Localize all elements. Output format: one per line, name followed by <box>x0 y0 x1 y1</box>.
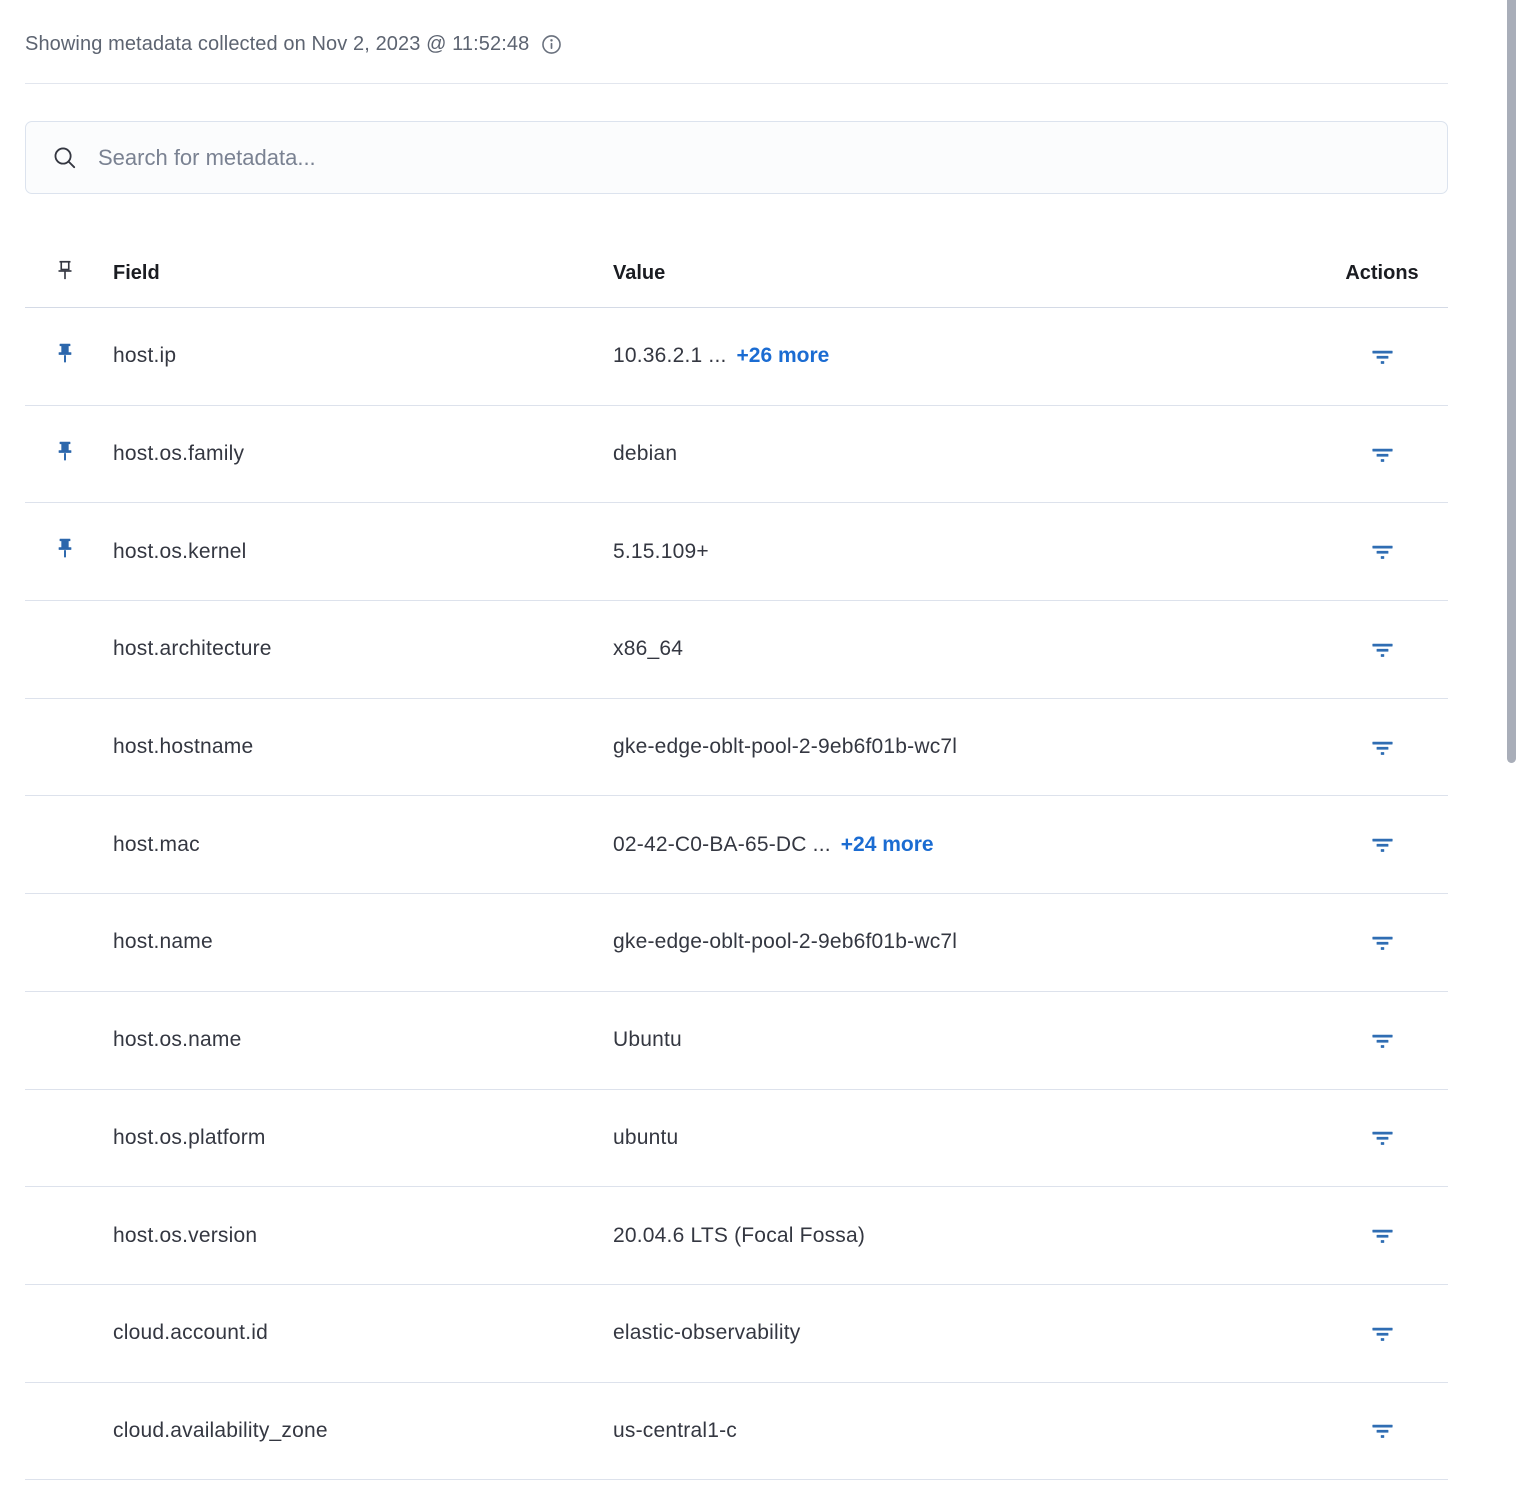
filter-for-value-button[interactable] <box>1365 1414 1399 1448</box>
table-header-row <box>25 224 1448 308</box>
table-row <box>25 1090 1448 1188</box>
field-value: Ubuntu <box>613 1028 682 1052</box>
table-body <box>25 308 1448 1480</box>
table-row <box>25 699 1448 797</box>
field-value: 5.15.109+ <box>613 539 709 563</box>
field-name: cloud.availability_zone <box>113 1418 328 1442</box>
field-value: elastic-observability <box>613 1321 801 1345</box>
field-name: host.name <box>113 930 213 954</box>
pin-icon[interactable] <box>55 441 75 463</box>
field-value: 20.04.6 LTS (Focal Fossa) <box>613 1223 866 1247</box>
table-row <box>25 1383 1448 1481</box>
column-header-field: Field <box>113 262 160 284</box>
table-row <box>25 308 1448 406</box>
field-value: x86_64 <box>613 637 684 661</box>
column-header-value: Value <box>613 262 666 284</box>
field-name: host.os.family <box>113 442 245 466</box>
search-icon <box>52 145 78 171</box>
info-icon[interactable] <box>541 34 562 55</box>
vertical-scrollbar-thumb[interactable] <box>1507 0 1516 763</box>
table-row <box>25 894 1448 992</box>
filter-for-value-button[interactable] <box>1365 535 1399 569</box>
field-name: host.hostname <box>113 735 254 759</box>
field-value: 10.36.2.1 ... <box>613 344 727 368</box>
page-title: Showing metadata collected on Nov 2, 2023 @ 11:52:48 <box>25 33 530 55</box>
pin-icon[interactable] <box>55 343 75 365</box>
filter-for-value-button[interactable] <box>1365 1316 1399 1350</box>
field-value: 02-42-C0-BA-65-DC ... <box>613 832 831 856</box>
metadata-table <box>25 224 1448 1480</box>
field-value: gke-edge-oblt-pool-2-9eb6f01b-wc7l <box>613 735 958 759</box>
column-header-actions: Actions <box>1345 262 1419 284</box>
field-value: ubuntu <box>613 1125 679 1149</box>
field-value: gke-edge-oblt-pool-2-9eb6f01b-wc7l <box>613 930 958 954</box>
pin-icon[interactable] <box>55 538 75 560</box>
table-row <box>25 503 1448 601</box>
filter-for-value-button[interactable] <box>1365 437 1399 471</box>
pin-column-icon <box>55 259 75 283</box>
field-name: host.os.version <box>113 1223 258 1247</box>
metadata-header <box>25 0 1448 84</box>
filter-for-value-button[interactable] <box>1365 1121 1399 1155</box>
filter-for-value-button[interactable] <box>1365 1023 1399 1057</box>
expand-more-link[interactable]: +24 more <box>840 832 934 856</box>
filter-for-value-button[interactable] <box>1365 730 1399 764</box>
filter-for-value-button[interactable] <box>1365 1219 1399 1253</box>
table-row <box>25 1285 1448 1383</box>
field-name: host.architecture <box>113 637 272 661</box>
field-name: cloud.account.id <box>113 1321 268 1345</box>
field-name: host.os.platform <box>113 1125 266 1149</box>
field-value: debian <box>613 442 678 466</box>
filter-for-value-button[interactable] <box>1365 339 1399 373</box>
field-value: us-central1-c <box>613 1418 737 1442</box>
table-row <box>25 406 1448 504</box>
field-name: host.ip <box>113 344 177 368</box>
field-name: host.mac <box>113 832 200 856</box>
table-row <box>25 796 1448 894</box>
table-row <box>25 1187 1448 1285</box>
filter-for-value-button[interactable] <box>1365 828 1399 862</box>
search-input[interactable] <box>98 145 1427 171</box>
filter-for-value-button[interactable] <box>1365 632 1399 666</box>
field-name: host.os.kernel <box>113 539 247 563</box>
table-row <box>25 601 1448 699</box>
field-name: host.os.name <box>113 1028 242 1052</box>
filter-for-value-button[interactable] <box>1365 925 1399 959</box>
table-row <box>25 992 1448 1090</box>
search-bar <box>25 121 1448 194</box>
expand-more-link[interactable]: +26 more <box>736 344 830 368</box>
